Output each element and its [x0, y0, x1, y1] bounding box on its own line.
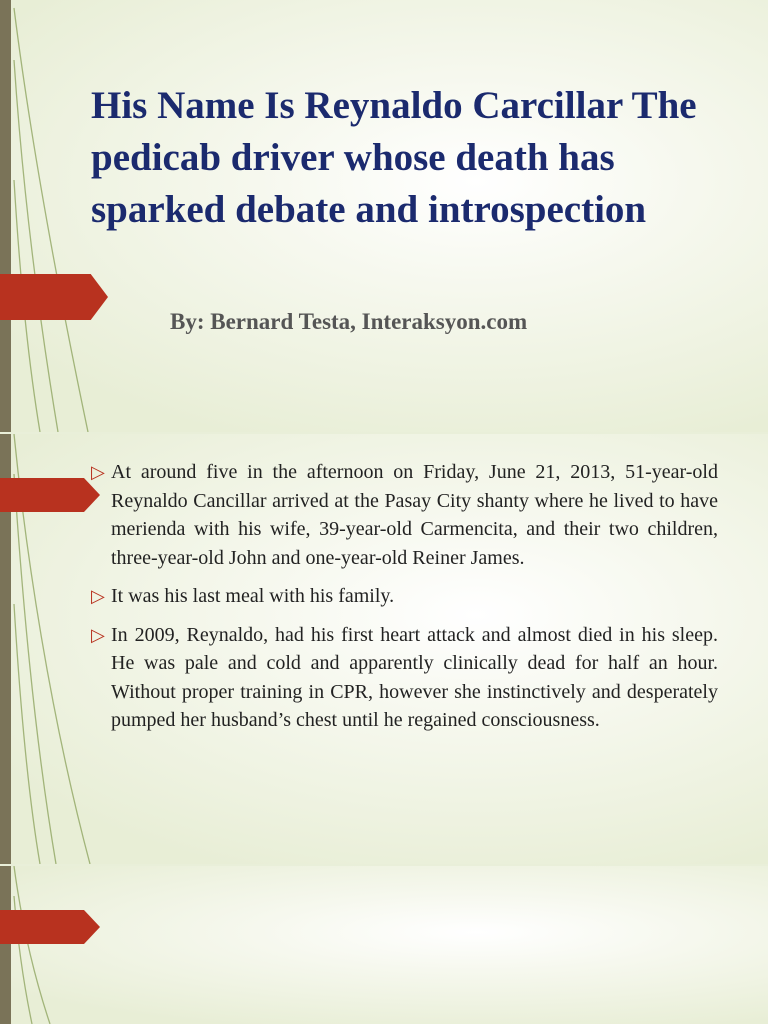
- vine-decoration: [0, 866, 768, 1024]
- red-arrow-marker: [0, 274, 108, 320]
- slide-title: [0, 0, 768, 432]
- arrow-bullet-icon: ▷: [91, 624, 105, 645]
- slide-next-partial: [0, 866, 768, 1024]
- slide-title-heading: His Name Is Reynaldo Carcillar The pedicab driver whose death has sparked debate and introspection: [91, 84, 697, 231]
- slide-content: [0, 434, 768, 864]
- bullet-text: It was his last meal with his family.: [111, 585, 395, 607]
- bullet-item: [91, 582, 718, 611]
- bullet-item: [91, 458, 718, 572]
- bullet-item: [91, 621, 718, 735]
- author-byline: By: Bernard Testa, Interaksyon.com: [170, 309, 528, 334]
- arrow-bullet-icon: ▷: [91, 462, 105, 482]
- red-arrow-marker: [0, 478, 100, 512]
- bullet-text: At around five in the afternoon on Friday, June 21, 2013, 51-year-old Reynaldo Cancillar arrived at the Pasay City shanty where he lived to have merienda with his wife, 39-year-old Carmencita, and their two children, three-year-old John and one-year-old Reiner James.: [111, 461, 718, 569]
- bullet-text: In 2009, Reynaldo, had his first heart attack and almost died in his sleep. He was pale and cold and apparently clinically dead for half an hour. Without proper training in CPR, however she instinctively and desperately pumped her husband’s chest until he regained consciousness.: [111, 623, 718, 731]
- red-arrow-marker: [0, 910, 100, 944]
- bullet-list: [91, 458, 718, 745]
- arrow-bullet-icon: ▷: [91, 586, 105, 606]
